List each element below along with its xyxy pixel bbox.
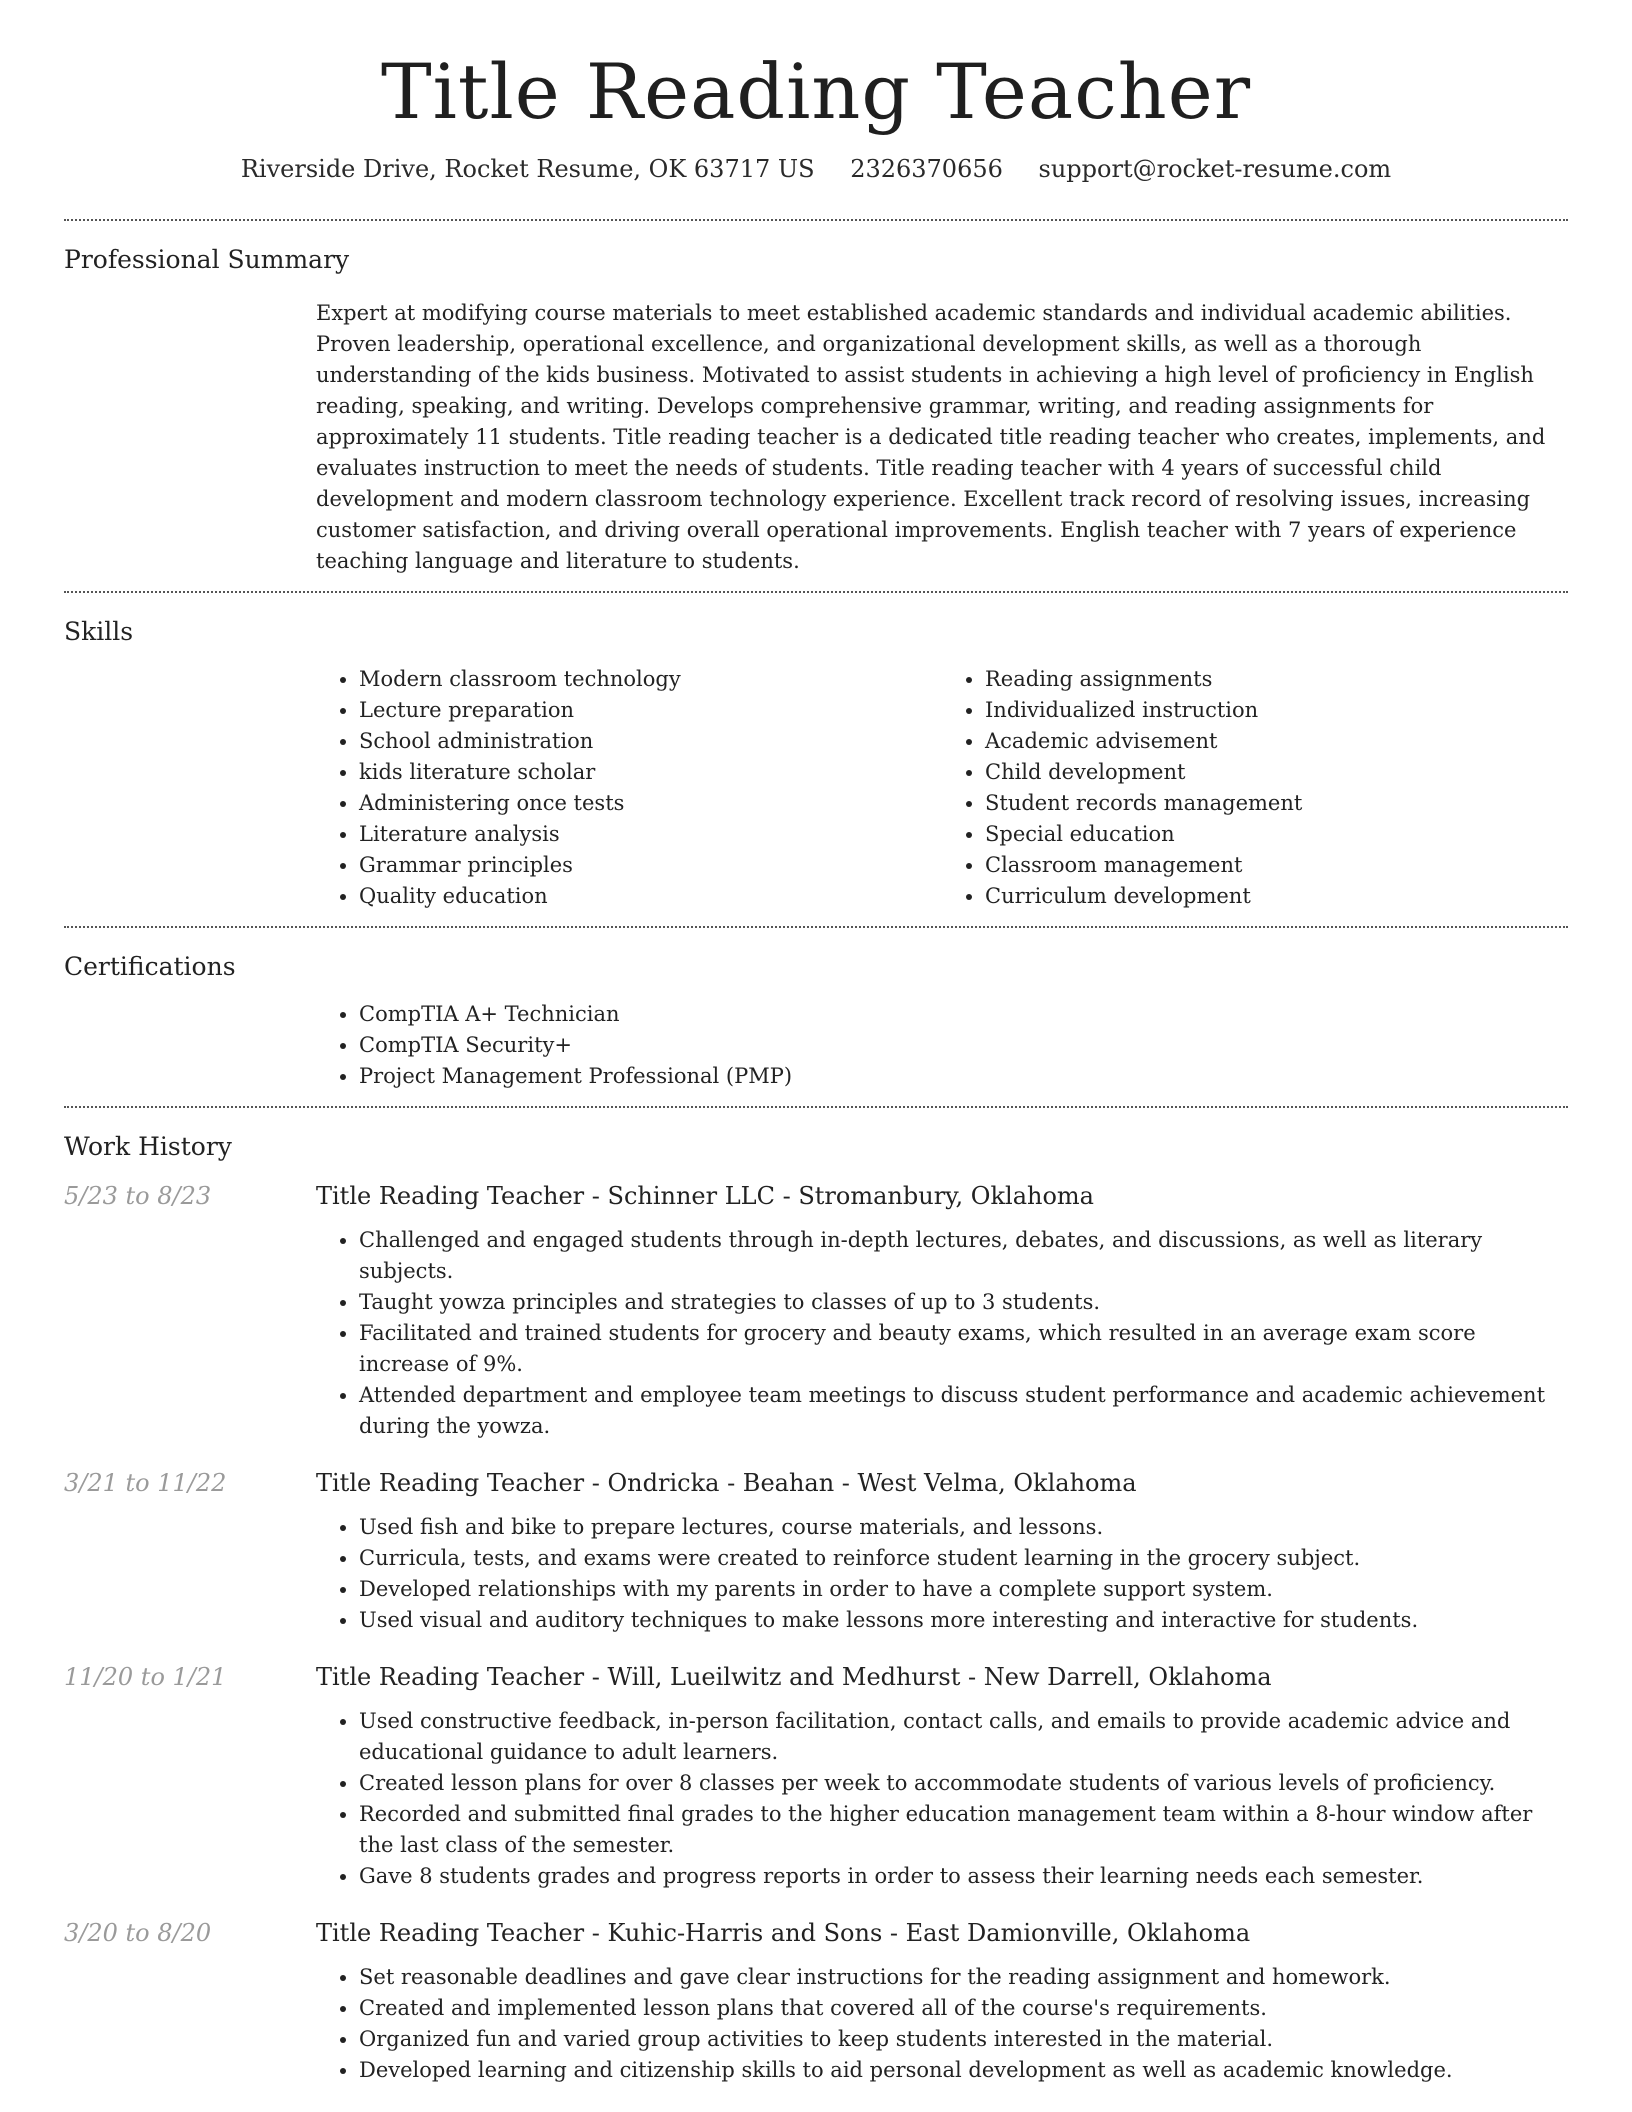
job-bullets: [316, 1706, 1568, 1892]
skills-section: [64, 593, 1568, 926]
skill-item: • Literature analysis: [359, 819, 942, 850]
job-entry: [64, 1660, 1568, 1892]
job-body: [316, 1660, 1568, 1892]
job-bullet: • Used constructive feedback, in-person facilitation, contact calls, and emails to provide academic advice and educational guidance to adult learners.: [359, 1706, 1568, 1768]
job-bullet: • Recorded and submitted final grades to the higher education management team within a 8-hour window after the last class of the semester.: [359, 1799, 1568, 1861]
skill-item: • Lecture preparation: [359, 695, 942, 726]
job-bullet: • Set reasonable deadlines and gave clear instructions for the reading assignment and homework.: [359, 1962, 1568, 1993]
job-title: Title Reading Teacher - Ondricka - Beahan - West Velma, Oklahoma: [316, 1469, 1137, 1498]
skill-item: • Special education: [985, 819, 1568, 850]
job-bullets: [316, 1512, 1568, 1636]
work-history-section: [64, 1108, 1568, 2086]
skill-item: • kids literature scholar: [359, 757, 942, 788]
job-bullet: • Gave 8 students grades and progress reports in order to assess their learning needs each semester.: [359, 1861, 1568, 1892]
skill-item: • Classroom management: [985, 850, 1568, 881]
job-title: Title Reading Teacher - Schinner LLC - Stromanbury, Oklahoma: [316, 1182, 1094, 1211]
certifications-heading: Certifications: [64, 952, 236, 982]
job-title: Title Reading Teacher - Kuhic-Harris and Sons - East Damionville, Oklahoma: [316, 1919, 1251, 1948]
certification-item: • CompTIA A+ Technician: [359, 999, 1568, 1030]
certifications-list: [316, 999, 1568, 1092]
summary-text: Expert at modifying course materials to meet established academic standards and individual academic abilities. Proven leadership, operational excellence, and organizational development skills, as well as a thorough understanding of the kids business. Motivated to assist students in achieving a high level of proficiency in English reading, speaking, and writing. Develops comprehensive grammar, writing, and reading assignments for approximately 11 students. Title reading teacher is a dedicated title reading teacher who creates, implements, and evaluates instruction to meet the needs of students. Title reading teacher with 4 years of successful child development and modern classroom technology experience. Excellent track record of resolving issues, increasing customer satisfaction, and driving overall operational improvements. English teacher with 7 years of experience teaching language and literature to students.: [316, 301, 1546, 574]
job-dates: 3/20 to 8/20: [64, 1919, 212, 1948]
job-bullet: • Created and implemented lesson plans that covered all of the course's requirements.: [359, 1993, 1568, 2024]
certification-item: • CompTIA Security+: [359, 1030, 1568, 1061]
skills-grid: [316, 664, 1568, 926]
skill-item: • School administration: [359, 726, 942, 757]
job-entry: [64, 1179, 1568, 1442]
certifications-section: [64, 928, 1568, 1106]
job-entry: [64, 1466, 1568, 1636]
job-bullet: • Taught yowza principles and strategies to classes of up to 3 students.: [359, 1287, 1568, 1318]
job-bullet: • Attended department and employee team meetings to discuss student performance and academic achievement during the yowza.: [359, 1380, 1568, 1442]
job-bullets: [316, 1225, 1568, 1442]
work-history-heading: Work History: [64, 1132, 232, 1162]
job-dates: 5/23 to 8/23: [64, 1182, 212, 1211]
job-body: [316, 1916, 1568, 2086]
job-bullet: • Created lesson plans for over 8 classes per week to accommodate students of various levels of proficiency.: [359, 1768, 1568, 1799]
job-body: [316, 1179, 1568, 1442]
resume-header: [64, 0, 1568, 183]
job-bullets: [316, 1962, 1568, 2086]
contact-phone: 2326370656: [850, 155, 1003, 184]
job-bullet: • Used visual and auditory techniques to make lessons more interesting and interactive for students.: [359, 1605, 1568, 1636]
certification-item: • Project Management Professional (PMP): [359, 1061, 1568, 1092]
job-dates: 3/21 to 11/22: [64, 1469, 227, 1498]
skills-list-right: [942, 664, 1568, 912]
job-bullet: • Challenged and engaged students through in-depth lectures, debates, and discussions, as well as literary subjects.: [359, 1225, 1568, 1287]
job-bullet: • Curricula, tests, and exams were created to reinforce student learning in the grocery subject.: [359, 1543, 1568, 1574]
job-bullet: • Used fish and bike to prepare lectures, course materials, and lessons.: [359, 1512, 1568, 1543]
skill-item: • Curriculum development: [985, 881, 1568, 912]
job-title: Title Reading Teacher - Will, Lueilwitz and Medhurst - New Darrell, Oklahoma: [316, 1663, 1272, 1692]
job-bullet: • Organized fun and varied group activities to keep students interested in the material.: [359, 2024, 1568, 2055]
job-body: [316, 1466, 1568, 1636]
candidate-name: Title Reading Teacher: [380, 47, 1252, 136]
skill-item: • Grammar principles: [359, 850, 942, 881]
skill-item: • Reading assignments: [985, 664, 1568, 695]
job-bullet: • Facilitated and trained students for grocery and beauty exams, which resulted in an average exam score increase of 9%.: [359, 1318, 1568, 1380]
contact-address: Riverside Drive, Rocket Resume, OK 63717 US: [240, 155, 815, 184]
summary-heading: Professional Summary: [64, 245, 350, 275]
job-entry: [64, 1916, 1568, 2086]
skill-item: • Quality education: [359, 881, 942, 912]
skills-heading: Skills: [64, 617, 134, 647]
jobs-list: [64, 1179, 1568, 2086]
job-bullet: • Developed relationships with my parents in order to have a complete support system.: [359, 1574, 1568, 1605]
job-dates: 11/20 to 1/21: [64, 1663, 227, 1692]
skill-item: • Child development: [985, 757, 1568, 788]
contact-line: [64, 155, 1568, 183]
certifications-content: [316, 999, 1568, 1106]
skill-item: • Academic advisement: [985, 726, 1568, 757]
contact-email: support@rocket-resume.com: [1038, 155, 1392, 184]
skills-list-left: [316, 664, 942, 912]
summary-section: [64, 221, 1568, 591]
skill-item: • Administering once tests: [359, 788, 942, 819]
job-bullet: • Developed learning and citizenship skills to aid personal development as well as academic knowledge.: [359, 2055, 1568, 2086]
skill-item: • Modern classroom technology: [359, 664, 942, 695]
skill-item: • Individualized instruction: [985, 695, 1568, 726]
skill-item: • Student records management: [985, 788, 1568, 819]
